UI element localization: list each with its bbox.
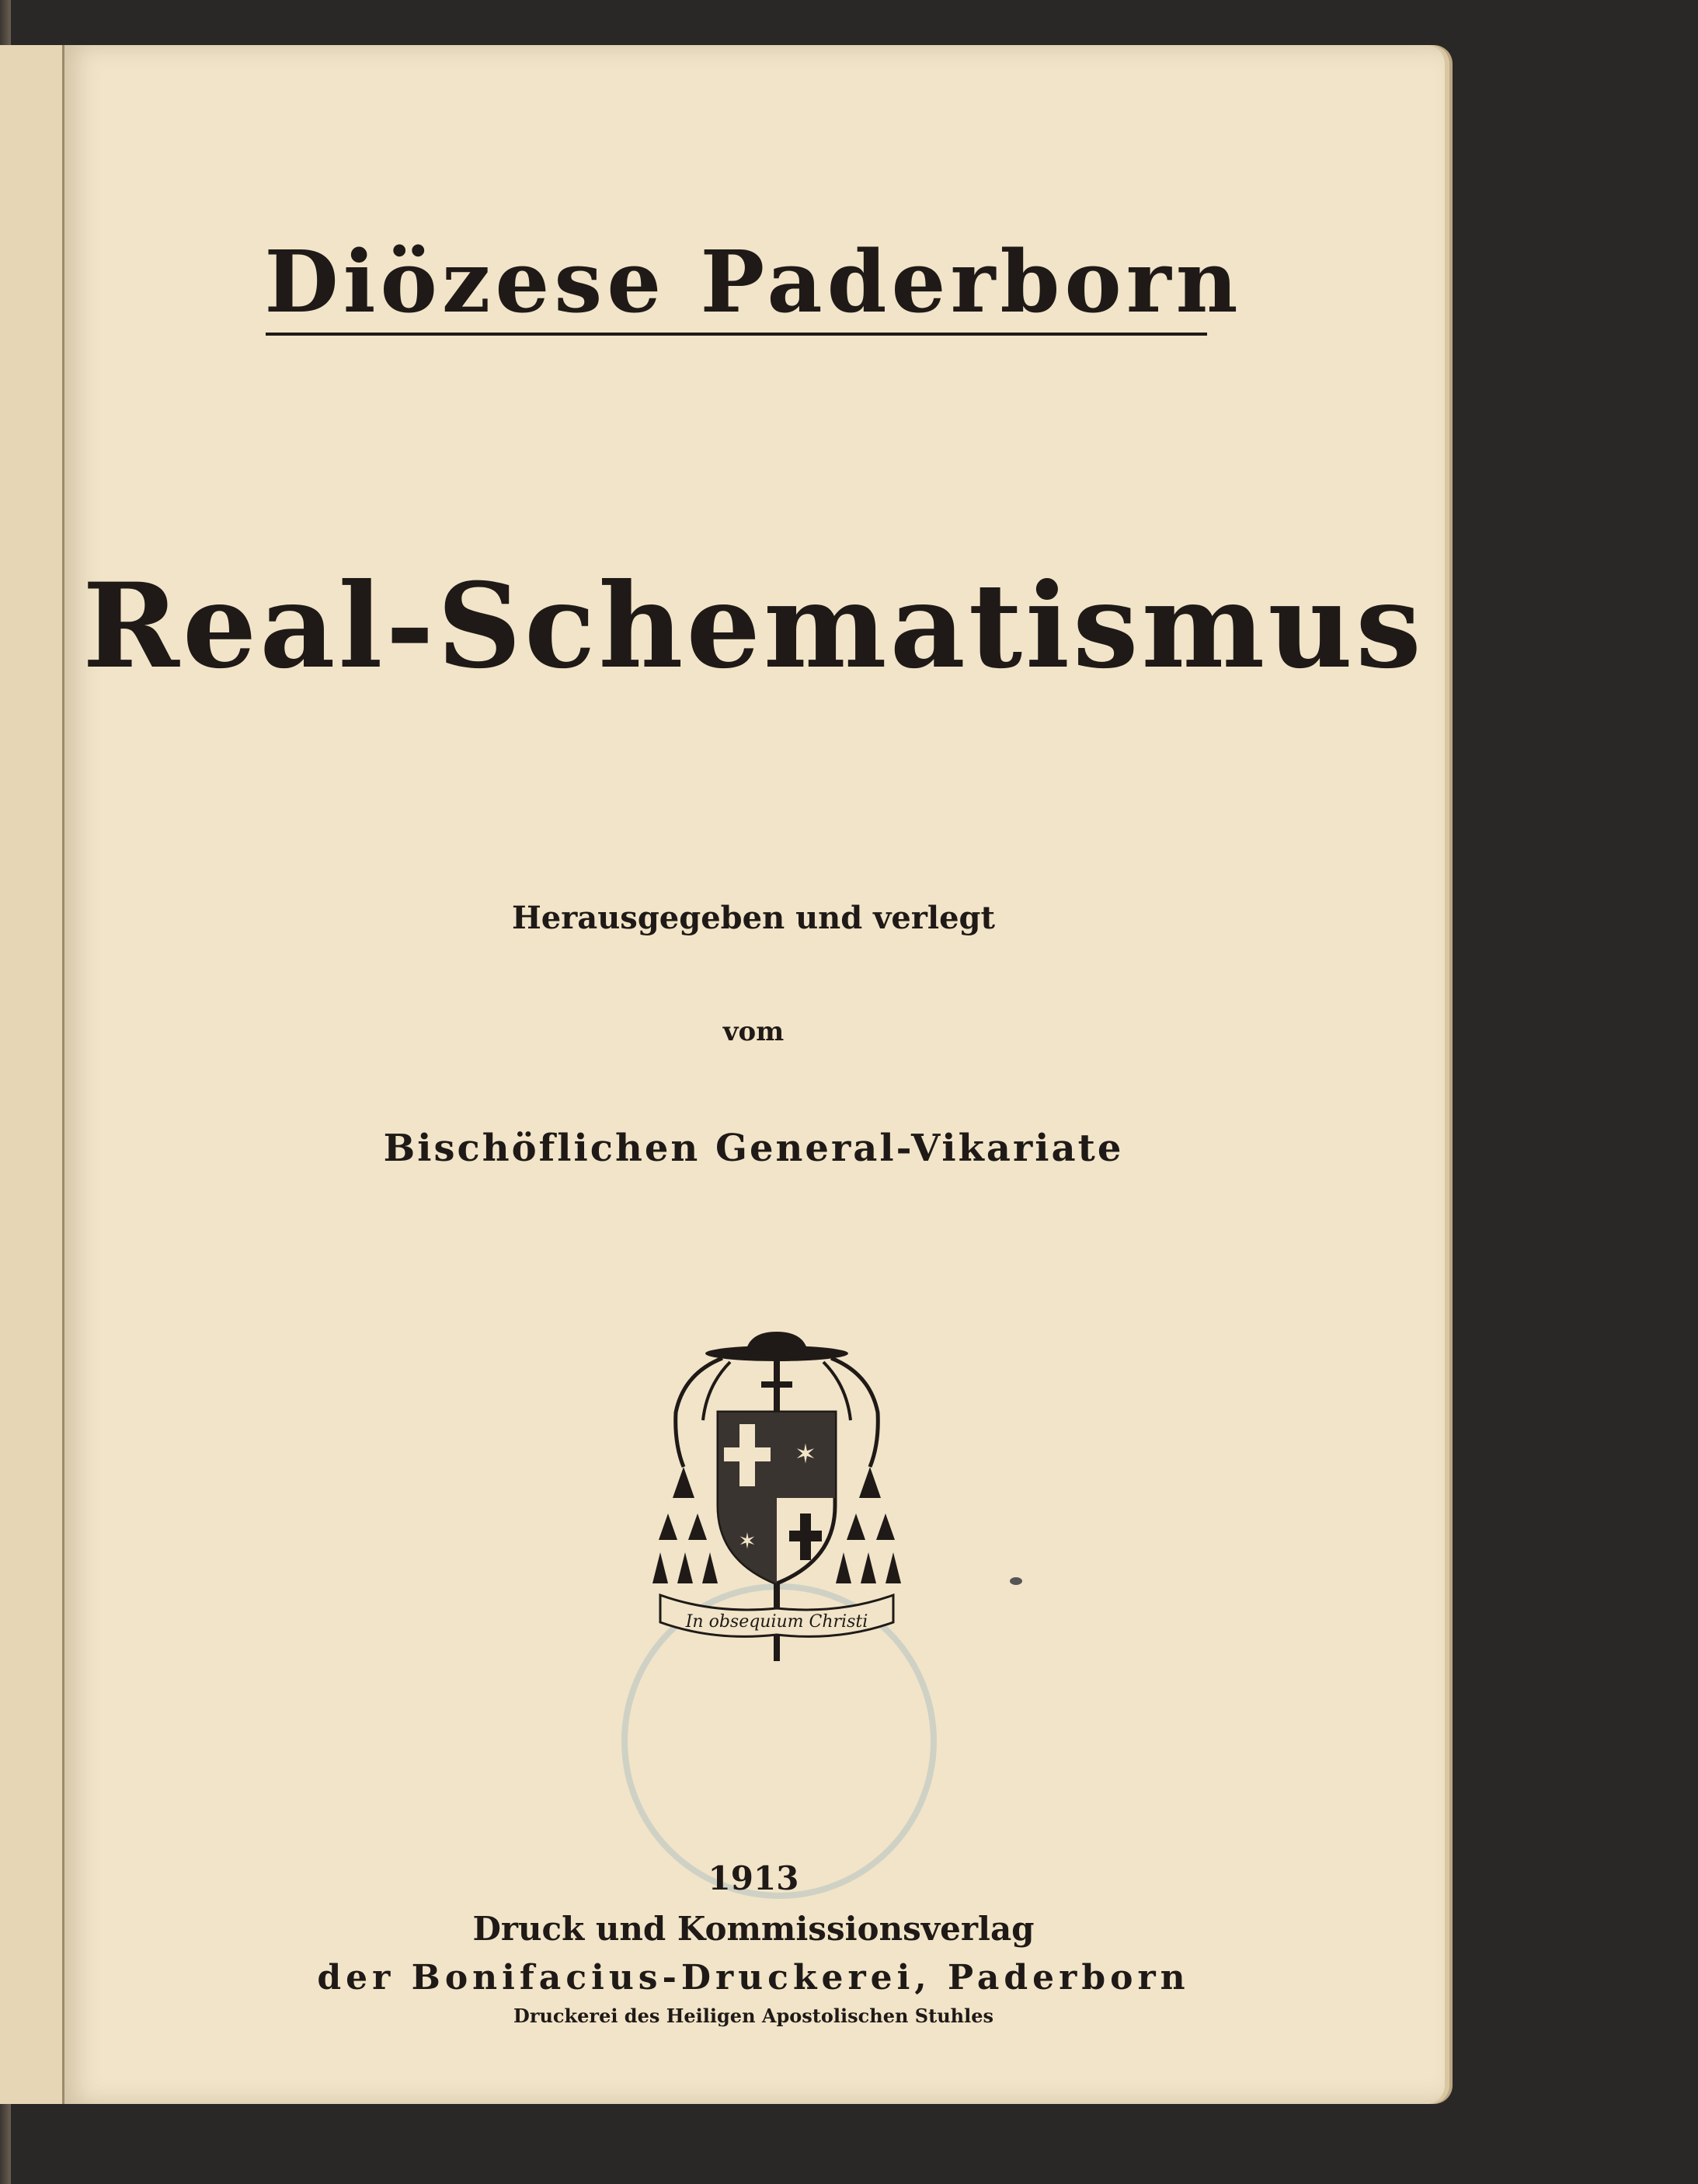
diocese-heading: Diözese Paderborn	[264, 232, 1243, 332]
imprint-line-1: Druck und Kommissionsverlag	[472, 1910, 1035, 1948]
imprint-line-2: der Bonifacius-Druckerei, Paderborn	[317, 1958, 1190, 1998]
imprint-line-3: Druckerei des Heiligen Apostolischen Stuhles	[513, 2005, 993, 2027]
svg-text:✶: ✶	[738, 1528, 757, 1554]
authority-line: Bischöflichen General-Vikariate	[383, 1127, 1124, 1170]
ink-spot	[1010, 1577, 1022, 1585]
motto-text: In obsequium Christi	[685, 1612, 868, 1632]
gutter-line	[62, 45, 64, 2104]
svg-text:✶: ✶	[794, 1439, 817, 1470]
title-page	[62, 45, 1445, 2104]
issued-line: Herausgegeben und verlegt	[511, 900, 995, 936]
episcopal-coat-of-arms	[637, 1327, 917, 1677]
left-page-edge	[0, 45, 70, 2104]
from-line: vom	[722, 1016, 785, 1047]
main-title: Real-Schematismus	[82, 558, 1425, 695]
publication-year: 1913	[708, 1859, 799, 1897]
heading-rule	[266, 333, 1207, 336]
